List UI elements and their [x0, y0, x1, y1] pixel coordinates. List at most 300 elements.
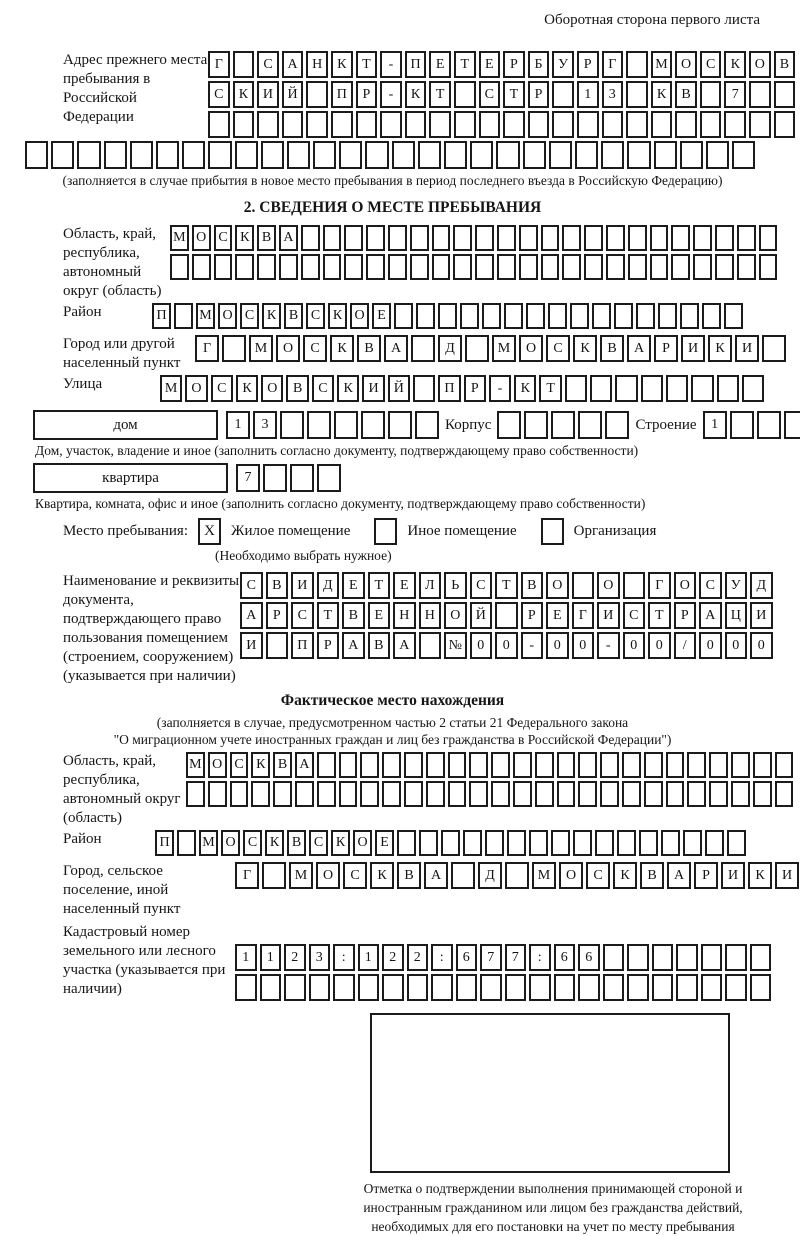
char-cell[interactable]: С: [343, 862, 367, 889]
char-cell[interactable]: [577, 111, 599, 138]
char-cell[interactable]: [676, 944, 698, 971]
char-cell[interactable]: [301, 225, 320, 251]
char-cell[interactable]: И: [240, 632, 263, 659]
char-cell[interactable]: [652, 974, 674, 1001]
char-cell[interactable]: [528, 111, 550, 138]
char-cell[interactable]: [687, 781, 706, 807]
char-cell[interactable]: К: [337, 375, 359, 402]
char-cell[interactable]: П: [155, 830, 174, 856]
char-cell[interactable]: Р: [464, 375, 486, 402]
char-cell[interactable]: [394, 303, 413, 329]
char-cell[interactable]: 6: [554, 944, 576, 971]
char-cell[interactable]: М: [249, 335, 273, 362]
char-cell[interactable]: [519, 254, 538, 280]
char-cell[interactable]: Д: [438, 335, 462, 362]
char-cell[interactable]: В: [357, 335, 381, 362]
char-cell[interactable]: П: [331, 81, 353, 108]
char-cell[interactable]: В: [521, 572, 544, 599]
char-cell[interactable]: [513, 752, 532, 778]
char-cell[interactable]: П: [438, 375, 460, 402]
char-cell[interactable]: [307, 411, 331, 439]
char-cell[interactable]: О: [546, 572, 569, 599]
char-cell[interactable]: И: [362, 375, 384, 402]
char-cell[interactable]: [654, 141, 677, 169]
char-cell[interactable]: [602, 111, 624, 138]
char-cell[interactable]: [749, 81, 771, 108]
char-cell[interactable]: С: [230, 752, 249, 778]
char-cell[interactable]: [356, 111, 378, 138]
char-cell[interactable]: Т: [648, 602, 671, 629]
char-cell[interactable]: [504, 303, 523, 329]
char-cell[interactable]: -: [380, 51, 402, 78]
char-cell[interactable]: К: [233, 81, 255, 108]
char-cell[interactable]: [725, 974, 747, 1001]
char-cell[interactable]: Е: [479, 51, 501, 78]
char-cell[interactable]: Н: [306, 51, 328, 78]
char-cell[interactable]: С: [700, 51, 722, 78]
char-cell[interactable]: :: [529, 944, 551, 971]
char-cell[interactable]: -: [380, 81, 402, 108]
char-cell[interactable]: [495, 602, 518, 629]
char-cell[interactable]: 7: [724, 81, 746, 108]
char-cell[interactable]: [578, 781, 597, 807]
char-cell[interactable]: К: [573, 335, 597, 362]
char-cell[interactable]: [309, 974, 331, 1001]
char-cell[interactable]: [491, 752, 510, 778]
char-cell[interactable]: [282, 111, 304, 138]
char-cell[interactable]: [519, 225, 538, 251]
char-cell[interactable]: С: [257, 51, 279, 78]
char-cell[interactable]: Ь: [444, 572, 467, 599]
char-cell[interactable]: [418, 141, 441, 169]
char-cell[interactable]: С: [214, 225, 233, 251]
char-cell[interactable]: К: [370, 862, 394, 889]
char-cell[interactable]: [453, 225, 472, 251]
char-cell[interactable]: [724, 303, 743, 329]
char-cell[interactable]: [784, 411, 800, 439]
char-cell[interactable]: [680, 141, 703, 169]
char-cell[interactable]: [549, 141, 572, 169]
char-cell[interactable]: А: [282, 51, 304, 78]
char-cell[interactable]: [496, 141, 519, 169]
char-cell[interactable]: [584, 254, 603, 280]
char-cell[interactable]: Р: [528, 81, 550, 108]
char-cell[interactable]: [306, 111, 328, 138]
char-cell[interactable]: [605, 411, 629, 439]
char-cell[interactable]: Р: [694, 862, 718, 889]
char-cell[interactable]: 0: [699, 632, 722, 659]
char-cell[interactable]: [279, 254, 298, 280]
char-cell[interactable]: [717, 375, 739, 402]
char-cell[interactable]: [626, 51, 648, 78]
char-cell[interactable]: Ц: [725, 602, 748, 629]
char-cell[interactable]: [177, 830, 196, 856]
char-cell[interactable]: Р: [503, 51, 525, 78]
char-cell[interactable]: О: [444, 602, 467, 629]
char-cell[interactable]: [507, 830, 526, 856]
char-cell[interactable]: В: [640, 862, 664, 889]
char-cell[interactable]: [651, 111, 673, 138]
char-cell[interactable]: С: [470, 572, 493, 599]
char-cell[interactable]: М: [160, 375, 182, 402]
char-cell[interactable]: [683, 830, 702, 856]
char-cell[interactable]: М: [289, 862, 313, 889]
char-cell[interactable]: Е: [372, 303, 391, 329]
char-cell[interactable]: [644, 781, 663, 807]
char-cell[interactable]: [578, 974, 600, 1001]
char-cell[interactable]: [709, 781, 728, 807]
char-cell[interactable]: [339, 781, 358, 807]
char-cell[interactable]: [470, 141, 493, 169]
char-cell[interactable]: [491, 781, 510, 807]
char-cell[interactable]: [208, 141, 231, 169]
char-cell[interactable]: М: [492, 335, 516, 362]
char-cell[interactable]: Д: [478, 862, 502, 889]
char-cell[interactable]: [606, 225, 625, 251]
char-cell[interactable]: [485, 830, 504, 856]
char-cell[interactable]: Р: [266, 602, 289, 629]
char-cell[interactable]: [451, 862, 475, 889]
char-cell[interactable]: [750, 974, 772, 1001]
char-cell[interactable]: К: [651, 81, 673, 108]
char-cell[interactable]: [627, 141, 650, 169]
char-cell[interactable]: [170, 254, 189, 280]
char-cell[interactable]: [261, 141, 284, 169]
char-cell[interactable]: Л: [419, 572, 442, 599]
char-cell[interactable]: [404, 781, 423, 807]
char-cell[interactable]: [431, 974, 453, 1001]
char-cell[interactable]: Т: [495, 572, 518, 599]
char-cell[interactable]: [600, 781, 619, 807]
char-cell[interactable]: [453, 254, 472, 280]
char-cell[interactable]: 0: [725, 632, 748, 659]
char-cell[interactable]: [295, 781, 314, 807]
char-cell[interactable]: М: [532, 862, 556, 889]
char-cell[interactable]: [600, 752, 619, 778]
char-cell[interactable]: В: [675, 81, 697, 108]
char-cell[interactable]: 3: [253, 411, 277, 439]
char-cell[interactable]: [759, 254, 778, 280]
char-cell[interactable]: [701, 974, 723, 1001]
char-cell[interactable]: О: [519, 335, 543, 362]
char-cell[interactable]: 0: [648, 632, 671, 659]
char-cell[interactable]: [691, 375, 713, 402]
char-cell[interactable]: [715, 254, 734, 280]
char-cell[interactable]: [317, 464, 341, 492]
char-cell[interactable]: [174, 303, 193, 329]
char-cell[interactable]: О: [674, 572, 697, 599]
char-cell[interactable]: М: [196, 303, 215, 329]
char-cell[interactable]: К: [265, 830, 284, 856]
char-cell[interactable]: [186, 781, 205, 807]
char-cell[interactable]: О: [350, 303, 369, 329]
char-cell[interactable]: [570, 303, 589, 329]
char-cell[interactable]: 7: [480, 944, 502, 971]
char-cell[interactable]: [636, 303, 655, 329]
char-cell[interactable]: [774, 111, 796, 138]
char-cell[interactable]: [235, 974, 257, 1001]
char-cell[interactable]: В: [397, 862, 421, 889]
char-cell[interactable]: [700, 81, 722, 108]
char-cell[interactable]: П: [152, 303, 171, 329]
char-cell[interactable]: 1: [235, 944, 257, 971]
char-cell[interactable]: М: [199, 830, 218, 856]
char-cell[interactable]: А: [424, 862, 448, 889]
char-cell[interactable]: [404, 752, 423, 778]
char-cell[interactable]: [505, 974, 527, 1001]
char-cell[interactable]: [410, 225, 429, 251]
char-cell[interactable]: [523, 141, 546, 169]
char-cell[interactable]: [615, 375, 637, 402]
char-cell[interactable]: [465, 335, 489, 362]
char-cell[interactable]: Е: [368, 602, 391, 629]
char-cell[interactable]: Г: [208, 51, 230, 78]
char-cell[interactable]: В: [273, 752, 292, 778]
char-cell[interactable]: [469, 781, 488, 807]
char-cell[interactable]: -: [489, 375, 511, 402]
char-cell[interactable]: [513, 781, 532, 807]
char-cell[interactable]: 0: [750, 632, 773, 659]
char-cell[interactable]: 1: [703, 411, 727, 439]
char-cell[interactable]: 2: [382, 944, 404, 971]
char-cell[interactable]: [666, 752, 685, 778]
char-cell[interactable]: [456, 974, 478, 1001]
char-cell[interactable]: Д: [317, 572, 340, 599]
char-cell[interactable]: С: [306, 303, 325, 329]
char-cell[interactable]: [628, 254, 647, 280]
char-cell[interactable]: [700, 111, 722, 138]
char-cell[interactable]: [344, 225, 363, 251]
char-cell[interactable]: :: [431, 944, 453, 971]
char-cell[interactable]: [641, 375, 663, 402]
char-cell[interactable]: К: [330, 335, 354, 362]
char-cell[interactable]: [562, 254, 581, 280]
char-cell[interactable]: [25, 141, 48, 169]
char-cell[interactable]: [262, 862, 286, 889]
char-cell[interactable]: 0: [495, 632, 518, 659]
char-cell[interactable]: Б: [528, 51, 550, 78]
char-cell[interactable]: Т: [539, 375, 561, 402]
char-cell[interactable]: С: [211, 375, 233, 402]
char-cell[interactable]: [273, 781, 292, 807]
char-cell[interactable]: [603, 944, 625, 971]
char-cell[interactable]: [627, 944, 649, 971]
char-cell[interactable]: И: [291, 572, 314, 599]
char-cell[interactable]: Й: [388, 375, 410, 402]
char-cell[interactable]: С: [623, 602, 646, 629]
char-cell[interactable]: [731, 752, 750, 778]
char-cell[interactable]: 1: [226, 411, 250, 439]
char-cell[interactable]: [397, 830, 416, 856]
char-cell[interactable]: И: [257, 81, 279, 108]
char-cell[interactable]: [192, 254, 211, 280]
char-cell[interactable]: С: [546, 335, 570, 362]
char-cell[interactable]: [313, 141, 336, 169]
char-cell[interactable]: И: [681, 335, 705, 362]
char-cell[interactable]: [541, 254, 560, 280]
char-cell[interactable]: [438, 303, 457, 329]
char-cell[interactable]: [419, 830, 438, 856]
char-cell[interactable]: [407, 974, 429, 1001]
char-cell[interactable]: [448, 781, 467, 807]
char-cell[interactable]: :: [333, 944, 355, 971]
char-cell[interactable]: [753, 752, 772, 778]
char-cell[interactable]: [626, 111, 648, 138]
char-cell[interactable]: О: [208, 752, 227, 778]
char-cell[interactable]: [622, 781, 641, 807]
char-cell[interactable]: [742, 375, 764, 402]
char-cell[interactable]: [51, 141, 74, 169]
char-cell[interactable]: К: [328, 303, 347, 329]
char-cell[interactable]: №: [444, 632, 467, 659]
char-cell[interactable]: [687, 752, 706, 778]
char-cell[interactable]: Т: [454, 51, 476, 78]
char-cell[interactable]: [413, 375, 435, 402]
char-cell[interactable]: [263, 464, 287, 492]
char-cell[interactable]: [548, 303, 567, 329]
char-cell[interactable]: [628, 225, 647, 251]
char-cell[interactable]: Р: [521, 602, 544, 629]
char-cell[interactable]: [426, 781, 445, 807]
char-cell[interactable]: И: [750, 602, 773, 629]
char-cell[interactable]: [441, 830, 460, 856]
char-cell[interactable]: [535, 781, 554, 807]
char-cell[interactable]: [382, 974, 404, 1001]
char-cell[interactable]: 7: [236, 464, 260, 492]
char-cell[interactable]: [578, 411, 602, 439]
char-cell[interactable]: А: [627, 335, 651, 362]
char-cell[interactable]: Н: [393, 602, 416, 629]
char-cell[interactable]: [592, 303, 611, 329]
char-cell[interactable]: К: [331, 830, 350, 856]
char-cell[interactable]: [392, 141, 415, 169]
char-cell[interactable]: Д: [750, 572, 773, 599]
char-cell[interactable]: [257, 254, 276, 280]
char-cell[interactable]: И: [721, 862, 745, 889]
char-cell[interactable]: [411, 335, 435, 362]
char-cell[interactable]: С: [586, 862, 610, 889]
char-cell[interactable]: [460, 303, 479, 329]
char-cell[interactable]: 2: [284, 944, 306, 971]
char-cell[interactable]: [260, 974, 282, 1001]
char-cell[interactable]: [208, 111, 230, 138]
char-cell[interactable]: [705, 830, 724, 856]
char-cell[interactable]: [480, 974, 502, 1001]
char-cell[interactable]: [709, 752, 728, 778]
char-cell[interactable]: Т: [503, 81, 525, 108]
char-cell[interactable]: С: [479, 81, 501, 108]
char-cell[interactable]: О: [261, 375, 283, 402]
char-cell[interactable]: К: [708, 335, 732, 362]
char-cell[interactable]: [415, 411, 439, 439]
char-cell[interactable]: Н: [419, 602, 442, 629]
char-cell[interactable]: [416, 303, 435, 329]
char-cell[interactable]: С: [309, 830, 328, 856]
char-cell[interactable]: [358, 974, 380, 1001]
char-cell[interactable]: [626, 81, 648, 108]
char-cell[interactable]: [601, 141, 624, 169]
char-cell[interactable]: О: [749, 51, 771, 78]
char-cell[interactable]: [257, 111, 279, 138]
char-cell[interactable]: [725, 944, 747, 971]
char-cell[interactable]: [524, 411, 548, 439]
char-cell[interactable]: А: [393, 632, 416, 659]
char-cell[interactable]: Г: [195, 335, 219, 362]
char-cell[interactable]: [554, 974, 576, 1001]
char-cell[interactable]: П: [405, 51, 427, 78]
char-cell[interactable]: О: [221, 830, 240, 856]
char-cell[interactable]: Г: [648, 572, 671, 599]
char-cell[interactable]: [775, 781, 794, 807]
char-cell[interactable]: 3: [309, 944, 331, 971]
char-cell[interactable]: [405, 111, 427, 138]
char-cell[interactable]: [603, 974, 625, 1001]
char-cell[interactable]: [388, 411, 412, 439]
char-cell[interactable]: [344, 254, 363, 280]
char-cell[interactable]: О: [675, 51, 697, 78]
char-cell[interactable]: [575, 141, 598, 169]
char-cell[interactable]: [280, 411, 304, 439]
char-cell[interactable]: [652, 944, 674, 971]
char-cell[interactable]: [775, 752, 794, 778]
char-cell[interactable]: [541, 225, 560, 251]
char-cell[interactable]: [266, 632, 289, 659]
char-cell[interactable]: [290, 464, 314, 492]
char-cell[interactable]: [331, 111, 353, 138]
char-cell[interactable]: [366, 254, 385, 280]
char-cell[interactable]: [650, 254, 669, 280]
char-cell[interactable]: [724, 111, 746, 138]
char-cell[interactable]: [680, 303, 699, 329]
char-cell[interactable]: 1: [577, 81, 599, 108]
char-cell[interactable]: [317, 781, 336, 807]
char-cell[interactable]: [284, 974, 306, 1001]
char-cell[interactable]: О: [316, 862, 340, 889]
char-cell[interactable]: [448, 752, 467, 778]
char-cell[interactable]: [627, 974, 649, 1001]
char-cell[interactable]: О: [559, 862, 583, 889]
char-cell[interactable]: А: [295, 752, 314, 778]
char-cell[interactable]: [749, 111, 771, 138]
char-cell[interactable]: [429, 111, 451, 138]
char-cell[interactable]: А: [699, 602, 722, 629]
char-cell[interactable]: [497, 254, 516, 280]
char-cell[interactable]: [233, 111, 255, 138]
char-cell[interactable]: [339, 752, 358, 778]
char-cell[interactable]: Й: [470, 602, 493, 629]
char-cell[interactable]: [671, 254, 690, 280]
char-cell[interactable]: С: [208, 81, 230, 108]
char-cell[interactable]: [753, 781, 772, 807]
char-cell[interactable]: В: [342, 602, 365, 629]
char-cell[interactable]: А: [342, 632, 365, 659]
char-cell[interactable]: В: [257, 225, 276, 251]
char-cell[interactable]: [623, 572, 646, 599]
char-cell[interactable]: К: [514, 375, 536, 402]
char-cell[interactable]: В: [287, 830, 306, 856]
char-cell[interactable]: [759, 225, 778, 251]
char-cell[interactable]: [573, 830, 592, 856]
char-cell[interactable]: [432, 254, 451, 280]
char-cell[interactable]: [104, 141, 127, 169]
char-cell[interactable]: И: [775, 862, 799, 889]
char-cell[interactable]: [475, 254, 494, 280]
char-cell[interactable]: С: [291, 602, 314, 629]
char-cell[interactable]: [463, 830, 482, 856]
char-cell[interactable]: 3: [602, 81, 624, 108]
char-cell[interactable]: [529, 974, 551, 1001]
char-cell[interactable]: Г: [572, 602, 595, 629]
